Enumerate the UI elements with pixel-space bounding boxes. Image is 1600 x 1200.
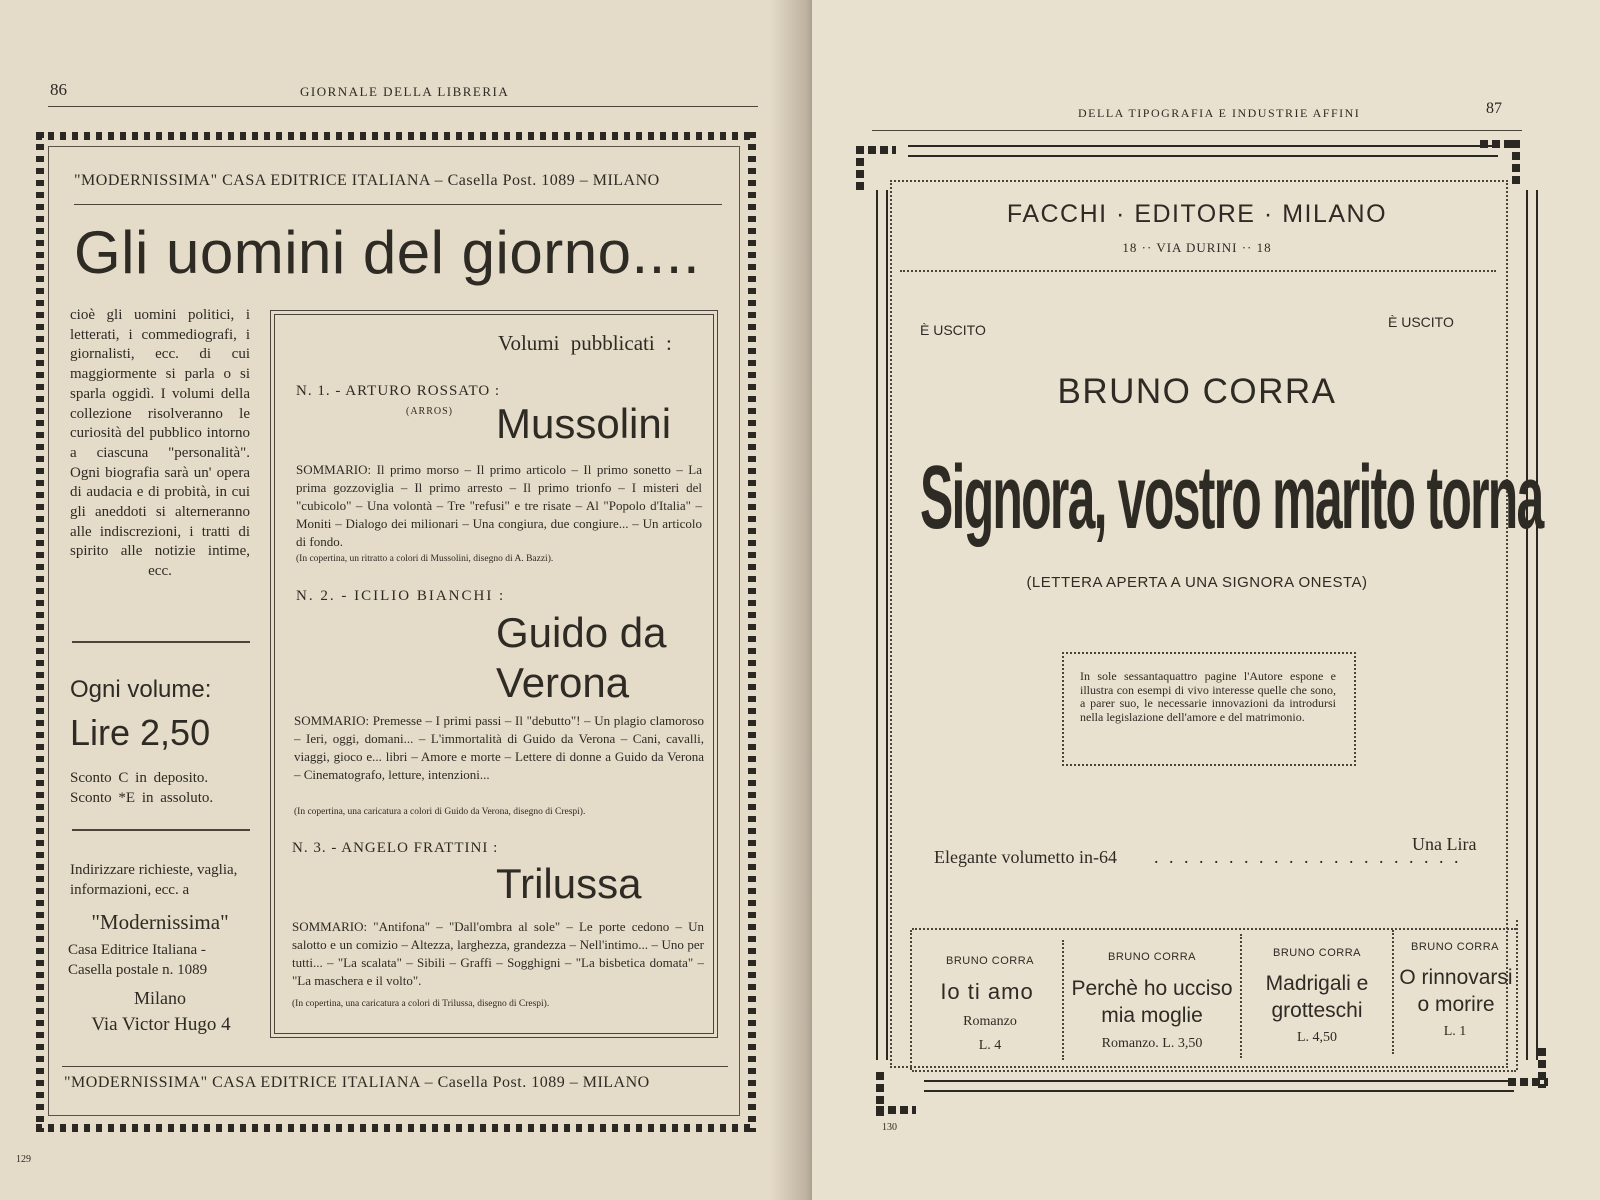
uscito-left: È USCITO: [920, 322, 986, 338]
book-card-title: Io ti amo: [940, 979, 1034, 1004]
discount-deposit: Sconto C in deposito.: [70, 770, 209, 786]
running-head-right: DELLA TIPOGRAFIA E INDUSTRIE AFFINI: [1078, 106, 1361, 120]
address-intro: Indirizzare richieste, vaglia, informazioni, ecc. a: [70, 862, 238, 898]
volume-3-title: Trilussa: [496, 860, 642, 907]
address-line-1: Casa Editrice Italiana -: [68, 942, 206, 958]
book-card-author: BRUNO CORRA: [1410, 941, 1499, 953]
book-card-author: BRUNO CORRA: [945, 955, 1034, 967]
intro-text: cioè gli uomini politici, i letterati, i commediografi, i giornalisti, ecc. di cui maggiormente si parla o si sparla oggidì. I volumi della collezione risolveranno le curiosità del pubblico intorno a ciascuna "personalità". Ogni biografia sarà un' opera di audacia e di probità, in cui gli aneddoti si alterneranno alle indiscrezioni, i tratti di spirito alle notizie intime, ecc.: [70, 307, 250, 580]
book-card-price: L. 1: [1443, 1024, 1467, 1039]
books-strip: [912, 928, 1516, 930]
publisher-footer: "MODERNISSIMA" CASA EDITRICE ITALIANA – Casella Post. 1089 – MILANO: [64, 1074, 650, 1091]
volume-2-summary: SOMMARIO: Premesse – I primi passi – Il "debutto"! – Un plagio clamoroso – Ieri, oggi, domani... – L'immortalità di Guido da Verona – Cani, cavalli, viaggi, gioco e... libri – Amore e morte – Lettere di donne a Guido da Verona – Cinematografo, letture, intenzioni...: [294, 713, 704, 782]
publisher-header: "MODERNISSIMA" CASA EDITRICE ITALIANA – Casella Post. 1089 – MILANO: [74, 172, 660, 189]
book-card-title: Madrigali e grotteschi: [1265, 972, 1369, 1022]
volume-3-author: N. 3. - ANGELO FRATTINI :: [292, 840, 499, 856]
volume-2-title: Guido da Verona: [496, 609, 667, 706]
address-name: "Modernissima": [91, 910, 229, 934]
page-number-left: 86: [50, 80, 67, 99]
volumes-heading: Volumi pubblicati :: [498, 331, 672, 355]
book-card-title: O rinnovarsi o morire: [1399, 966, 1513, 1016]
headline: Gli uomini del giorno....: [74, 219, 701, 286]
address-street: Via Victor Hugo 4: [91, 1014, 231, 1035]
edition-price: Una Lira: [1412, 834, 1477, 854]
book-title: Signora, vostro marito torna: [920, 447, 1543, 549]
address-line-2: Casella postale n. 1089: [68, 962, 208, 978]
edition-label: Elegante volumetto in-64: [934, 847, 1117, 867]
book-card-author: BRUNO CORRA: [1107, 951, 1196, 963]
price-label: Ogni volume:: [70, 676, 212, 703]
running-head-rule: [48, 106, 758, 107]
signature-number-left: 129: [16, 1154, 31, 1165]
volume-1-author: N. 1. - ARTURO ROSSATO :: [296, 383, 501, 399]
volume-1-cover-note: (In copertina, un ritratto a colori di Mussolini, disegno di A. Bazzi).: [296, 554, 554, 564]
book-title-wrap: [920, 446, 1543, 549]
volume-3-summary: SOMMARIO: "Antifona" – "Dall'ombra al sole" – Le porte cedono – Un salotto e un comizio – Altezza, larghezza, grandezza – Nell'intimo... – Uno per tutti... – "La scalata" – Sibili – Graffi – Sogghigni – "La bisbetica domata" – "La maschera e il volto".: [292, 919, 704, 988]
volume-1-summary: SOMMARIO: Il primo morso – Il primo articolo – Il primo sonetto – La prima gozzoviglia – Il primo arresto – Il primo trionfo – I misteri del "cubicolo" – Una volontà – Tre "refusi" e tre risate – Al "Popolo d'Italia" – Moniti – Dialogo dei milionari – Una congiura, due congiure... – Un articolo di fondo.: [296, 462, 702, 549]
book-card-price: L. 4: [978, 1038, 1002, 1053]
book-subtitle: (LETTERA APERTA A UNA SIGNORA ONESTA): [1026, 574, 1368, 591]
right-page: [812, 0, 1600, 1200]
volume-3-cover-note: (In copertina, una caricatura a colori di Trilussa, disegno di Crespi).: [292, 999, 550, 1009]
uscito-right: È USCITO: [1388, 314, 1454, 330]
book-card-genre: Romanzo: [963, 1014, 1017, 1029]
book-card-price: L. 4,50: [1296, 1030, 1338, 1045]
publisher-name: FACCHI · EDITORE · MILANO: [1006, 200, 1388, 228]
volume-1-pseudonym: (ARROS): [406, 406, 454, 417]
volume-1-title: Mussolini: [496, 400, 672, 447]
discount-absolute: Sconto *E in assoluto.: [70, 790, 214, 806]
price-value: Lire 2,50: [70, 712, 211, 753]
volume-2-cover-note: (In copertina, una caricatura a colori di Guido da Verona, disegno di Crespi).: [294, 807, 586, 817]
book-blurb: In sole sessantaquattro pagine l'Autore espone e illustra con esempi di vivo interesse quelle che sono, a parer suo, le necessarie innovazioni da introdursi nella legislazione dell'amore e del matrimonio.: [1080, 669, 1336, 724]
book-card-title: Perchè ho ucciso mia moglie: [1071, 977, 1233, 1027]
running-head-left: GIORNALE DELLA LIBRERIA: [300, 84, 510, 99]
book-author: BRUNO CORRA: [1057, 372, 1337, 411]
volume-2-author: N. 2. - ICILIO BIANCHI :: [296, 588, 506, 604]
page-number-right: 87: [1486, 100, 1502, 117]
book-card-price: Romanzo. L. 3,50: [1101, 1036, 1203, 1051]
signature-number-right: 130: [882, 1122, 897, 1133]
book-card-author: BRUNO CORRA: [1272, 947, 1361, 959]
publisher-address: 18 ·· VIA DURINI ·· 18: [1122, 240, 1272, 255]
address-city: Milano: [134, 988, 186, 1008]
edition-leader: . . . . . . . . . . . . . . . . . . . . .: [1154, 847, 1462, 867]
